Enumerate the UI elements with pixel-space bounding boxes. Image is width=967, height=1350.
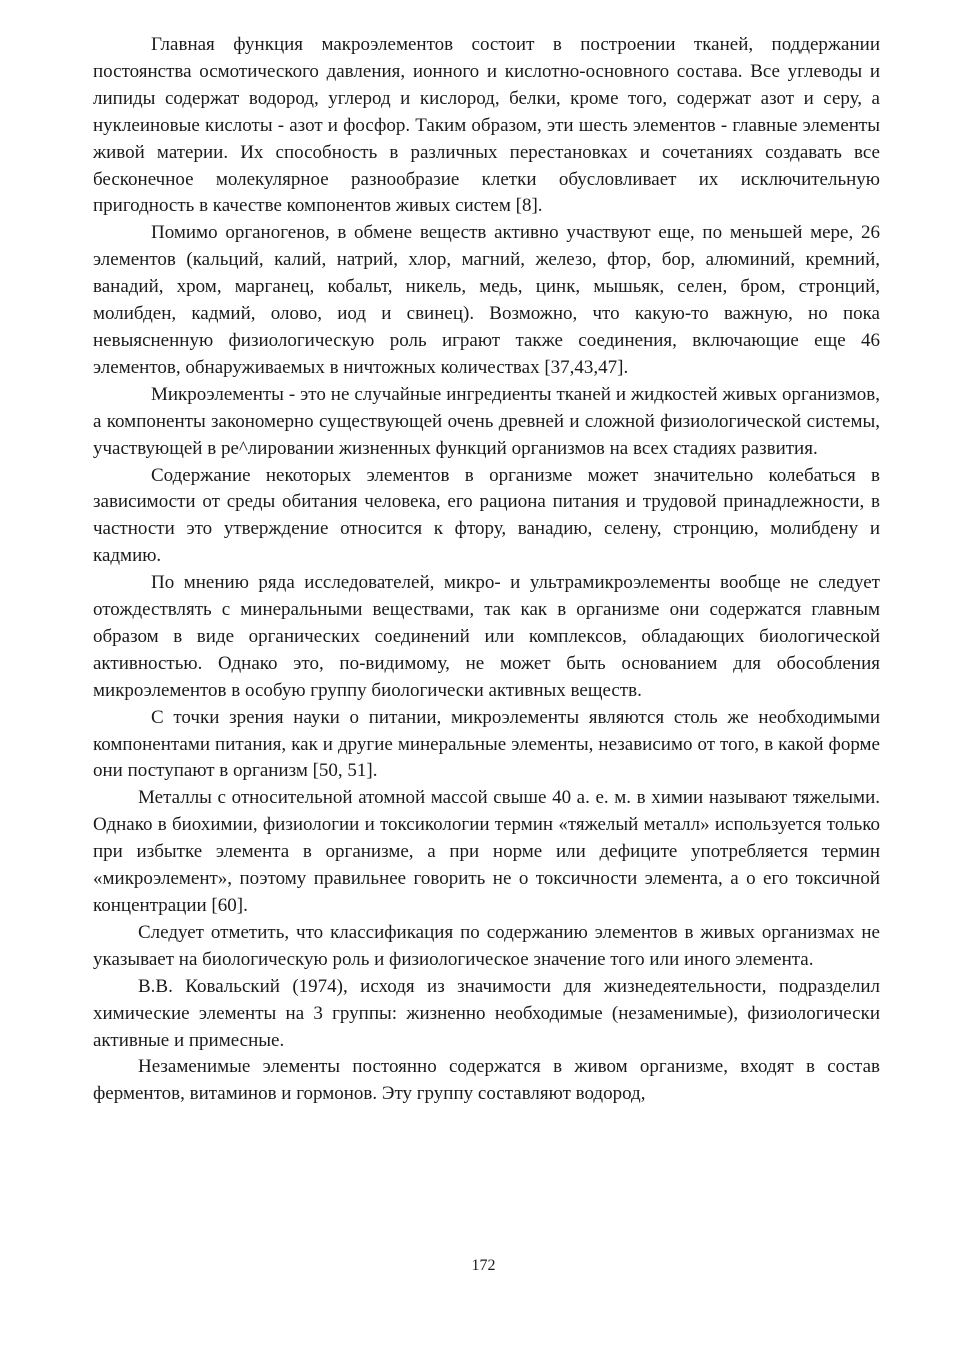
- paragraph-heavy-metals: Металлы с относительной атомной массой свыше 40 а. е. м. в химии называют тяжелыми. Однако в биохимии, физиологии и токсикологии термин «тяжелый металл» используется только при избытке элемента в организме, а при норме или дефиците употребляется термин «микроэлемент», поэтому правильнее говорить не о токсичности элемента, а о его токсичной концентрации [60].: [93, 787, 880, 916]
- paragraph-researchers-opinion: По мнению ряда исследователей, микро- и ультрамикроэлементы вообще не следует отождествлять с минеральными веществами, так как в организме они содержатся главным образом в виде органических соединений или комплексов, обладающих биологической активностью. Однако это, по-видимому, не может быть основанием для обособления микроэлементов в особую группу биологически активных веществ.: [93, 572, 880, 701]
- paragraph-kovalsky-groups: В.В. Ковальский (1974), исходя из значимости для жизнедеятельности, подразделил химические элементы на 3 группы: жизненно необходимые (незаменимые), физиологически активные и примесные.: [93, 975, 880, 1051]
- paragraph-organogens: Помимо органогенов, в обмене веществ активно участвуют еще, по меньшей мере, 26 элементов (кальций, калий, натрий, хлор, магний, железо, фтор, бор, алюминий, кремний, ванадий, хром, марганец, кобальт, никель, медь, цинк, мышьяк, селен, бром, стронций, молибден, кадмий, олово, иод и свинец). Возможно, что какую-то важную, но пока невыясненную физиологическую роль играют также соединения, включающие еще 46 элементов, обнаруживаемых в ничтожных количествах [37,43,47].: [93, 222, 880, 378]
- paragraph-nutrition-science: С точки зрения науки о питании, микроэлементы являются столь же необходимыми компонентами питания, как и другие минеральные элементы, независимо от того, в какой форме они поступают в организм [50, 51].: [93, 706, 880, 782]
- page-number: 172: [471, 1257, 496, 1274]
- paragraph-microelements-definition: Микроэлементы - это не случайные ингредиенты тканей и жидкостей живых организмов, а компоненты закономерно существующей очень древней и сложной физиологической системы, участвующей в ре^лировании жизненных функций организмов на всех стадиях развития.: [93, 383, 880, 459]
- paragraph-classification-note: Следует отметить, что классификация по содержанию элементов в живых организмах не указывает на биологическую роль и физиологическое значение того или иного элемента.: [93, 921, 880, 970]
- paragraph-essential-elements: Незаменимые элементы постоянно содержатся в живом организме, входят в состав ферментов, витаминов и гормонов. Эту группу составляют водород,: [93, 1056, 880, 1105]
- paragraph-content-variation: Содержание некоторых элементов в организме может значительно колебаться в зависимости от среды обитания человека, его рациона питания и трудовой принадлежности, в частности это утверждение относится к фтору, ванадию, селену, стронцию, молибдену и кадмию.: [93, 464, 880, 567]
- paragraph-macroelements-function: Главная функция макроэлементов состоит в построении тканей, поддержании постоянства осмотического давления, ионного и кислотно-основного состава. Все углеводы и липиды содержат водород, углерод и кислород, белки, кроме того, содержат азот и серу, а нуклеиновые кислоты - азот и фосфор. Таким образом, эти шесть элементов - главные элементы живой материи. Их способность в различных перестановках и сочетаниях создавать все бесконечное молекулярное разнообразие клетки обусловливает их исключительную пригодность в качестве компонентов живых систем [8].: [93, 34, 880, 217]
- document-body: [93, 32, 880, 1108]
